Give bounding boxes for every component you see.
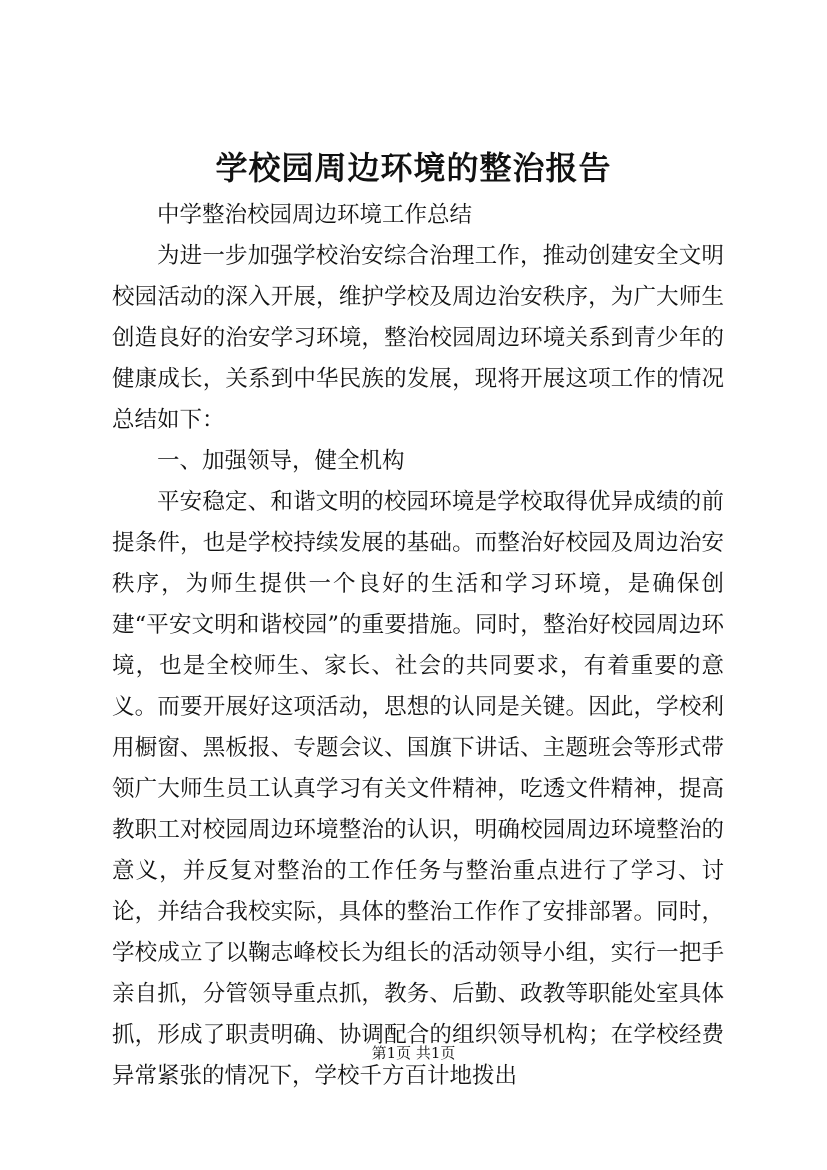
page-footer: 第1页 共1页 [371, 1044, 456, 1062]
body-paragraph: 平安稳定、和谐文明的校园环境是学校取得优异成绩的前提条件，也是学校持续发展的基础。而整治好校园及周边治安秩序，为师生提供一个良好的生活和学习环境，是确保创建“平安文明和谐校园”的重要措施。同时，整治好校园周边环境，也是全校师生、家长、社会的共同要求，有着重要的意义。而要开展好这项活动，思想的认同是关键。因此，学校利用橱窗、黑板报、专题会议、国旗下讲话、主题班会等形式带领广大师生员工认真学习有关文件精神，吃透文件精神，提高教职工对校园周边环境整治的认识，明确校园周边环境整治的意义，并反复对整治的工作任务与整治重点进行了学习、讨论，并结合我校实际，具体的整治工作作了安排部署。同时，学校成立了以鞠志峰校长为组长的活动领导小组，实行一把手亲自抓，分管领导重点抓，教务、后勤、政教等职能处室具体抓，形成了职责明确、协调配合的组织领导机构；在学校经费异常紧张的情况下，学校千方百计地拨出 [112, 489, 724, 1089]
document-title: 学校园周边环境的整治报告 [215, 149, 612, 187]
section-heading: 一、加强领导，健全机构 [157, 448, 405, 474]
document-body [112, 195, 724, 1097]
intro-paragraph: 为进一步加强学校治安综合治理工作，推动创建安全文明校园活动的深入开展，维护学校及周边治安秩序，为广大师生创造良好的治安学习环境，整治校园周边环境关系到青少年的健康成长，关系到中华民族的发展，现将开展这项工作的情况总结如下： [112, 243, 724, 433]
subtitle-paragraph: 中学整治校园周边环境工作总结 [157, 202, 473, 228]
